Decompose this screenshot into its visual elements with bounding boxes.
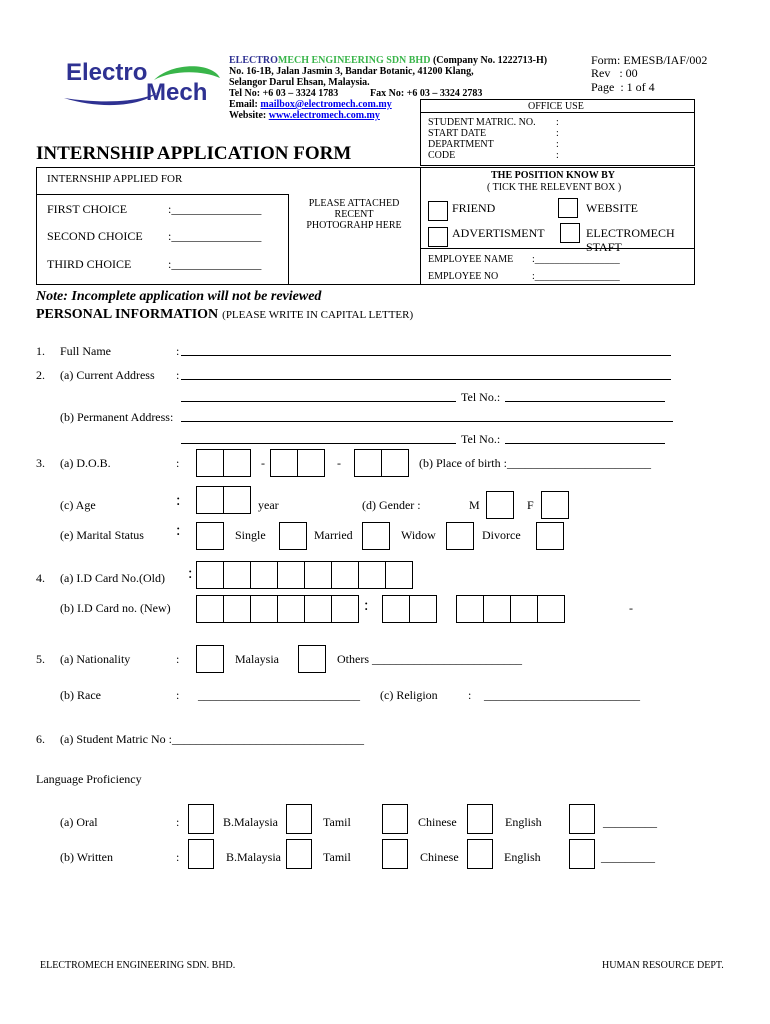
- others-field[interactable]: Others _________________________: [337, 652, 522, 666]
- website-line: Website: www.electromech.com.my: [229, 110, 380, 121]
- friend-checkbox[interactable]: [428, 201, 448, 221]
- employee-name-label: EMPLOYEE NAME: [428, 254, 514, 265]
- permanent-address-field-1[interactable]: [181, 421, 673, 422]
- dob-label: (a) D.O.B.: [60, 456, 111, 470]
- written-tamil-checkbox[interactable]: [286, 839, 312, 869]
- employee-no-label: EMPLOYEE NO: [428, 271, 499, 282]
- widow-checkbox[interactable]: [362, 522, 390, 550]
- logo-text-bottom: Mech: [146, 79, 208, 106]
- written-bm-label: B.Malaysia: [226, 850, 281, 864]
- written-other-checkbox[interactable]: [569, 839, 595, 869]
- gender-f-label: F: [527, 498, 534, 512]
- ic-old-label: (a) I.D Card No.(Old): [60, 571, 165, 585]
- ic-new-boxes-3[interactable]: [456, 595, 564, 623]
- tel-field-2[interactable]: [505, 443, 665, 444]
- company-name-line: ELECTROMECH ENGINEERING SDN BHD (Company No. 1222713-H): [229, 55, 548, 66]
- single-label: Single: [235, 528, 266, 542]
- oral-chinese-label: Chinese: [418, 815, 457, 829]
- dob-year-boxes[interactable]: [354, 449, 408, 477]
- third-choice-label: THIRD CHOICE: [47, 257, 132, 271]
- others-checkbox[interactable]: [298, 645, 326, 673]
- written-chinese-checkbox[interactable]: [382, 839, 408, 869]
- website-link[interactable]: www.electromech.com.my: [268, 110, 380, 121]
- written-chinese-label: Chinese: [420, 850, 459, 864]
- friend-label: FRIEND: [452, 201, 496, 215]
- gender-label: (d) Gender :: [362, 498, 421, 512]
- language-heading: Language Proficiency: [36, 772, 142, 786]
- gender-f-checkbox[interactable]: [541, 491, 569, 519]
- student-matric-field[interactable]: (a) Student Matric No :________________________________: [60, 732, 364, 746]
- religion-field[interactable]: __________________________: [484, 688, 640, 702]
- logo-text-top: Electro: [66, 59, 148, 86]
- tel-line: Tel No: +6 03 – 3324 1783: [229, 88, 339, 99]
- gender-m-label: M: [469, 498, 480, 512]
- oral-english-checkbox[interactable]: [467, 804, 493, 834]
- ic-new-label: (b) I.D Card no. (New): [60, 601, 171, 615]
- marital-extra-checkbox[interactable]: [536, 522, 564, 550]
- written-other-field[interactable]: _________: [601, 850, 655, 864]
- widow-label: Widow: [401, 528, 436, 542]
- position-heading: THE POSITION KNOW BY: [491, 170, 616, 181]
- nationality-label: (a) Nationality: [60, 652, 131, 666]
- tel-label-2: Tel No.:: [461, 432, 501, 446]
- current-address-label: (a) Current Address: [60, 368, 155, 382]
- office-use-row-2: START DATE: [428, 128, 487, 139]
- race-field[interactable]: ___________________________: [198, 688, 360, 702]
- marital-status-label: (e) Marital Status: [60, 528, 144, 542]
- married-checkbox[interactable]: [279, 522, 307, 550]
- religion-label: (c) Religion: [380, 688, 438, 702]
- ic-new-boxes-2[interactable]: [382, 595, 436, 623]
- age-label: (c) Age: [60, 498, 96, 512]
- oral-tamil-checkbox[interactable]: [286, 804, 312, 834]
- form-page: Page : 1 of 4: [591, 80, 655, 94]
- oral-bm-label: B.Malaysia: [223, 815, 278, 829]
- staff-label-2: STAFT: [586, 240, 622, 254]
- oral-label: (a) Oral: [60, 815, 98, 829]
- form-code: Form: EMESB/IAF/002: [591, 53, 708, 67]
- staff-label-1: ELECTROMECH: [586, 226, 675, 240]
- ic-new-boxes-1[interactable]: [196, 595, 358, 623]
- address-line-2: Selangor Darul Ehsan, Malaysia.: [229, 77, 370, 88]
- second-choice-field[interactable]: :_______________: [168, 229, 262, 243]
- form-rev: Rev : 00: [591, 66, 638, 80]
- photo-instruction: PLEASE ATTACHED RECENT PHOTOGRAHP HERE: [306, 198, 402, 231]
- written-english-checkbox[interactable]: [467, 839, 493, 869]
- place-of-birth-field[interactable]: (b) Place of birth :________________________: [419, 456, 651, 470]
- oral-chinese-checkbox[interactable]: [382, 804, 408, 834]
- current-address-field-1[interactable]: [181, 379, 671, 380]
- position-subheading: ( TICK THE RELEVENT BOX ): [487, 182, 622, 193]
- current-address-field-2[interactable]: [181, 401, 456, 402]
- permanent-address-label: (b) Permanent Address:: [60, 410, 174, 424]
- address-line-1: No. 16-1B, Jalan Jasmin 3, Bandar Botanic, 41200 Klang,: [229, 66, 474, 77]
- race-label: (b) Race: [60, 688, 101, 702]
- age-boxes[interactable]: [196, 486, 250, 514]
- oral-other-checkbox[interactable]: [569, 804, 595, 834]
- employee-name-field[interactable]: :_________________: [532, 254, 620, 265]
- full-name-label: Full Name: [60, 344, 111, 358]
- tel-field-1[interactable]: [505, 401, 665, 402]
- third-choice-field[interactable]: :_______________: [168, 257, 262, 271]
- advertisment-label: ADVERTISMENT: [452, 226, 545, 240]
- first-choice-field[interactable]: :_______________: [168, 202, 262, 216]
- website-label: WEBSITE: [586, 201, 638, 215]
- written-bm-checkbox[interactable]: [188, 839, 214, 869]
- advertisment-checkbox[interactable]: [428, 227, 448, 247]
- footer-left: ELECTROMECH ENGINEERING SDN. BHD.: [40, 960, 236, 971]
- written-tamil-label: Tamil: [323, 850, 351, 864]
- first-choice-label: FIRST CHOICE: [47, 202, 128, 216]
- footer-right: HUMAN RESOURCE DEPT.: [602, 960, 724, 971]
- page-title: INTERNSHIP APPLICATION FORM: [36, 143, 352, 164]
- tel-label-1: Tel No.:: [461, 390, 501, 404]
- oral-tamil-label: Tamil: [323, 815, 351, 829]
- single-checkbox[interactable]: [196, 522, 224, 550]
- divorce-checkbox[interactable]: [446, 522, 474, 550]
- ic-old-boxes[interactable]: [196, 561, 412, 589]
- written-label: (b) Written: [60, 850, 113, 864]
- office-use-row-1: STUDENT MATRIC. NO.: [428, 117, 536, 128]
- year-label: year: [258, 498, 279, 512]
- personal-info-heading: PERSONAL INFORMATION (PLEASE WRITE IN CAPITAL LETTER): [36, 307, 414, 322]
- employee-no-field[interactable]: :_________________: [532, 271, 620, 282]
- dob-day-boxes[interactable]: [196, 449, 250, 477]
- internship-heading: INTERNSHIP APPLIED FOR: [47, 173, 183, 185]
- second-choice-label: SECOND CHOICE: [47, 229, 143, 243]
- malaysia-checkbox[interactable]: [196, 645, 224, 673]
- oral-english-label: English: [505, 815, 542, 829]
- oral-other-field[interactable]: _________: [603, 815, 657, 829]
- fax-line: Fax No: +6 03 – 3324 2783: [370, 88, 483, 99]
- website-checkbox[interactable]: [558, 198, 578, 218]
- dob-month-boxes[interactable]: [270, 449, 324, 477]
- full-name-field[interactable]: [181, 355, 671, 356]
- married-label: Married: [314, 528, 353, 542]
- note-text: Note: Incomplete application will not be reviewed: [36, 289, 322, 304]
- office-use-row-3: DEPARTMENT: [428, 139, 494, 150]
- office-use-title: OFFICE USE: [528, 101, 584, 112]
- email-line: Email: mailbox@electromech.com.my: [229, 99, 392, 110]
- written-english-label: English: [504, 850, 541, 864]
- staff-checkbox[interactable]: [560, 223, 580, 243]
- permanent-address-field-2[interactable]: [181, 443, 456, 444]
- email-link[interactable]: mailbox@electromech.com.my: [260, 99, 392, 110]
- malaysia-label: Malaysia: [235, 652, 279, 666]
- oral-bm-checkbox[interactable]: [188, 804, 214, 834]
- office-use-row-4: CODE: [428, 150, 456, 161]
- gender-m-checkbox[interactable]: [486, 491, 514, 519]
- divorce-label: Divorce: [482, 528, 521, 542]
